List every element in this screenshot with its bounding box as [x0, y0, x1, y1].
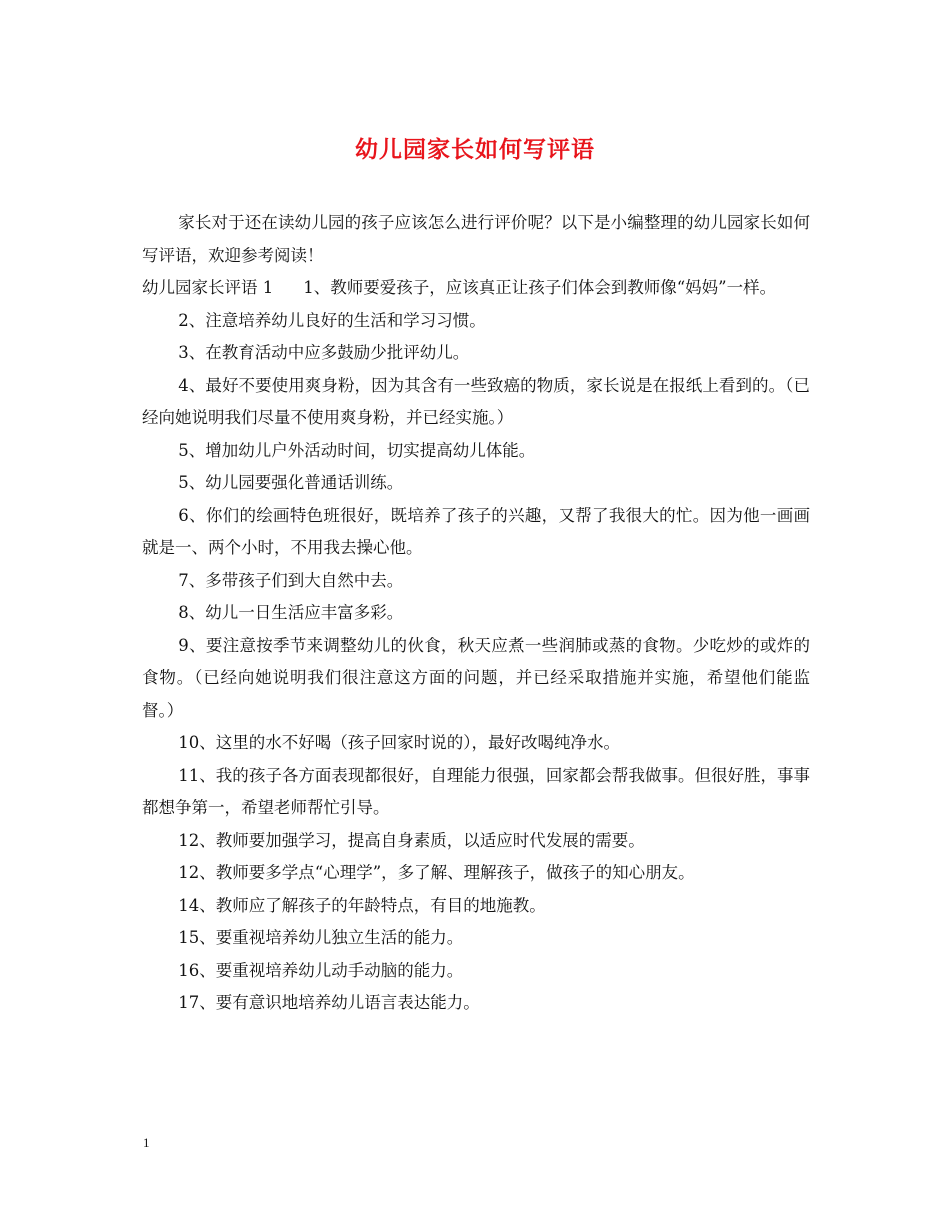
- list-item: 10、这里的水不好喝（孩子回家时说的），最好改喝纯净水。: [178, 733, 621, 752]
- list-item: 17、要有意识地培养幼儿语言表达能力。: [178, 993, 480, 1012]
- document-body: [142, 207, 810, 1020]
- list-item: 6、你们的绘画特色班很好，既培养了孩子的兴趣，又帮了我很大的忙。因为他一画画就是一、两个小时，不用我去操心他。: [142, 505, 810, 557]
- list-item: 9、要注意按季节来调整幼儿的伙食，秋天应煮一些润肺或蒸的食物。少吃炒的或炸的食物。（已经向她说明我们很注意这方面的问题，并已经采取措施并实施，希望他们能监督。）: [142, 635, 810, 720]
- page-number: 1: [143, 1135, 150, 1150]
- list-item: 11、我的孩子各方面表现都很好，自理能力很强，回家都会帮我做事。但很好胜，事事都想争第一，希望老师帮忙引导。: [142, 765, 810, 817]
- list-item: 1、教师要爱孩子，应该真正让孩子们体会到教师像“妈妈”一样。: [303, 278, 777, 297]
- list-item: 16、要重视培养幼儿动手动脑的能力。: [178, 960, 464, 980]
- list-item: 5、幼儿园要强化普通话训练。: [178, 473, 404, 492]
- list-item: 8、幼儿一日生活应丰富多彩。: [178, 603, 404, 622]
- list-item: 12、教师要加强学习，提高自身素质，以适应时代发展的需要。: [178, 830, 645, 850]
- list-item: 4、最好不要使用爽身粉，因为其含有一些致癌的物质，家长说是在报纸上看到的。（已经向她说明我们尽量不使用爽身粉，并已经实施。）: [142, 375, 810, 427]
- first-item-paragraph: [142, 272, 810, 305]
- list-item: 7、多带孩子们到大自然中去。: [178, 570, 404, 590]
- document-title: 幼儿园家长如何写评语: [355, 136, 595, 163]
- list-item: 5、增加幼儿户外活动时间，切实提高幼儿体能。: [178, 440, 536, 460]
- list-item: 3、在教育活动中应多鼓励少批评幼儿。: [178, 343, 470, 362]
- list-item: 12、教师要多学点“心理学”，多了解、理解孩子，做孩子的知心朋友。: [178, 863, 695, 882]
- list-item: 2、注意培养幼儿良好的生活和学习习惯。: [178, 310, 486, 330]
- section-heading: 幼儿园家长评语 1: [142, 278, 274, 297]
- list-item: 14、教师应了解孩子的年龄特点，有目的地施教。: [178, 895, 546, 915]
- list-item: 15、要重视培养幼儿独立生活的能力。: [178, 928, 464, 947]
- intro-paragraph: 家长对于还在读幼儿园的孩子应该怎么进行评价呢？以下是小编整理的幼儿园家长如何写评语，欢迎参考阅读！: [142, 213, 810, 265]
